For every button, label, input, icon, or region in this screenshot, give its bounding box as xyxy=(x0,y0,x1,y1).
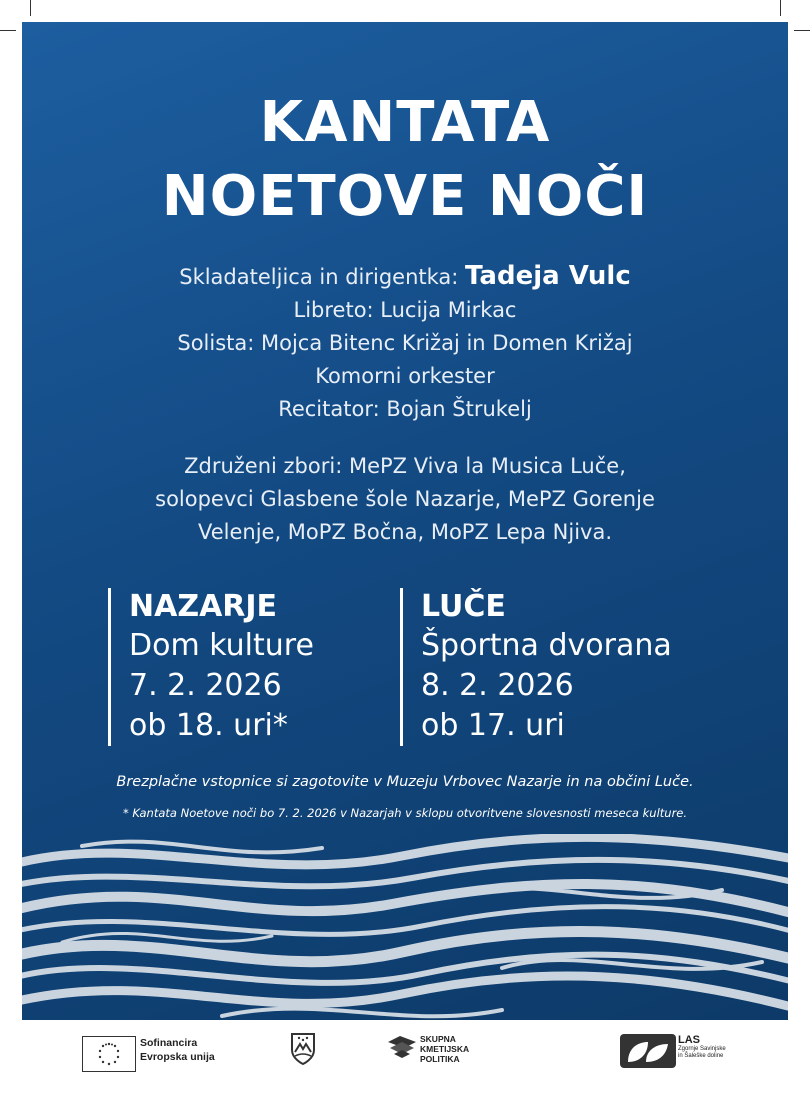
venue-city: NAZARJE xyxy=(129,589,278,624)
skp-caption xyxy=(420,1034,469,1064)
venue-time: ob 17. uri xyxy=(421,708,565,743)
las-name: LAS xyxy=(678,1034,700,1046)
venue-luce xyxy=(400,588,672,746)
tickets-note: Brezplačne vstopnice si zagotovite v Muzeju Vrbovec Nazarje in na občini Luče. xyxy=(116,774,694,790)
crop-mark xyxy=(30,0,31,16)
eu-flag-icon xyxy=(82,1036,136,1072)
las-sub-line: in Šaleške doline xyxy=(678,1053,724,1059)
title-line-1: KANTATA xyxy=(259,90,551,155)
reciter-line: Recitator: Bojan Štrukelj xyxy=(278,397,532,421)
venue-date: 8. 2. 2026 xyxy=(421,668,574,703)
composer-label: Skladateljica in dirigentka: xyxy=(179,265,459,289)
poster xyxy=(22,22,788,1020)
soloists-line: Solista: Mojca Bitenc Križaj in Domen Križaj xyxy=(177,331,633,355)
crop-mark xyxy=(794,30,810,31)
eu-caption-line: Evropska unija xyxy=(140,1051,215,1063)
las-sub-line: Zgornje Savinjske xyxy=(678,1046,726,1052)
slovenia-crest-icon xyxy=(290,1032,316,1066)
composer-name: Tadeja Vulc xyxy=(465,261,631,291)
skp-caption-line: POLITIKA xyxy=(420,1054,460,1064)
footer-logos xyxy=(0,1020,810,1100)
venue-place: Športna dvorana xyxy=(421,628,672,663)
libretto-line: Libreto: Lucija Mirkac xyxy=(293,298,517,322)
skp-caption-line: KMETIJSKA xyxy=(420,1044,470,1054)
choirs-line: Združeni zbori: MePZ Viva la Musica Luče, xyxy=(184,454,626,478)
venue-place: Dom kulture xyxy=(129,628,314,663)
venue-time: ob 18. uri* xyxy=(129,708,288,743)
las-leaf-logo-icon xyxy=(620,1034,676,1068)
eu-caption xyxy=(140,1036,215,1064)
venue-nazarje xyxy=(108,588,314,746)
choirs-line: solopevci Glasbene šole Nazarje, MePZ Gorenje xyxy=(155,487,655,511)
skp-caption-line: SKUPNA xyxy=(420,1034,456,1044)
wave-pattern xyxy=(22,834,788,1020)
crop-mark xyxy=(780,0,781,16)
eu-caption-line: Sofinancira xyxy=(140,1037,198,1049)
choirs xyxy=(22,450,788,549)
composer-line xyxy=(22,260,788,294)
las-caption xyxy=(678,1034,726,1060)
venue-date: 7. 2. 2026 xyxy=(129,668,282,703)
title-line-2: NOETOVE NOČI xyxy=(161,164,649,229)
skp-logo-icon xyxy=(386,1034,418,1058)
choirs-line: Velenje, MoPZ Bočna, MoPZ Lepa Njiva. xyxy=(197,520,612,544)
crop-mark xyxy=(0,30,16,31)
orchestra-line: Komorni orkester xyxy=(315,364,495,388)
footnote: * Kantata Noetove noči bo 7. 2. 2026 v Nazarjah v sklopu otvoritvene slovesnosti meseca kulture. xyxy=(122,806,688,820)
credits xyxy=(22,260,788,426)
venue-city: LUČE xyxy=(421,589,506,624)
